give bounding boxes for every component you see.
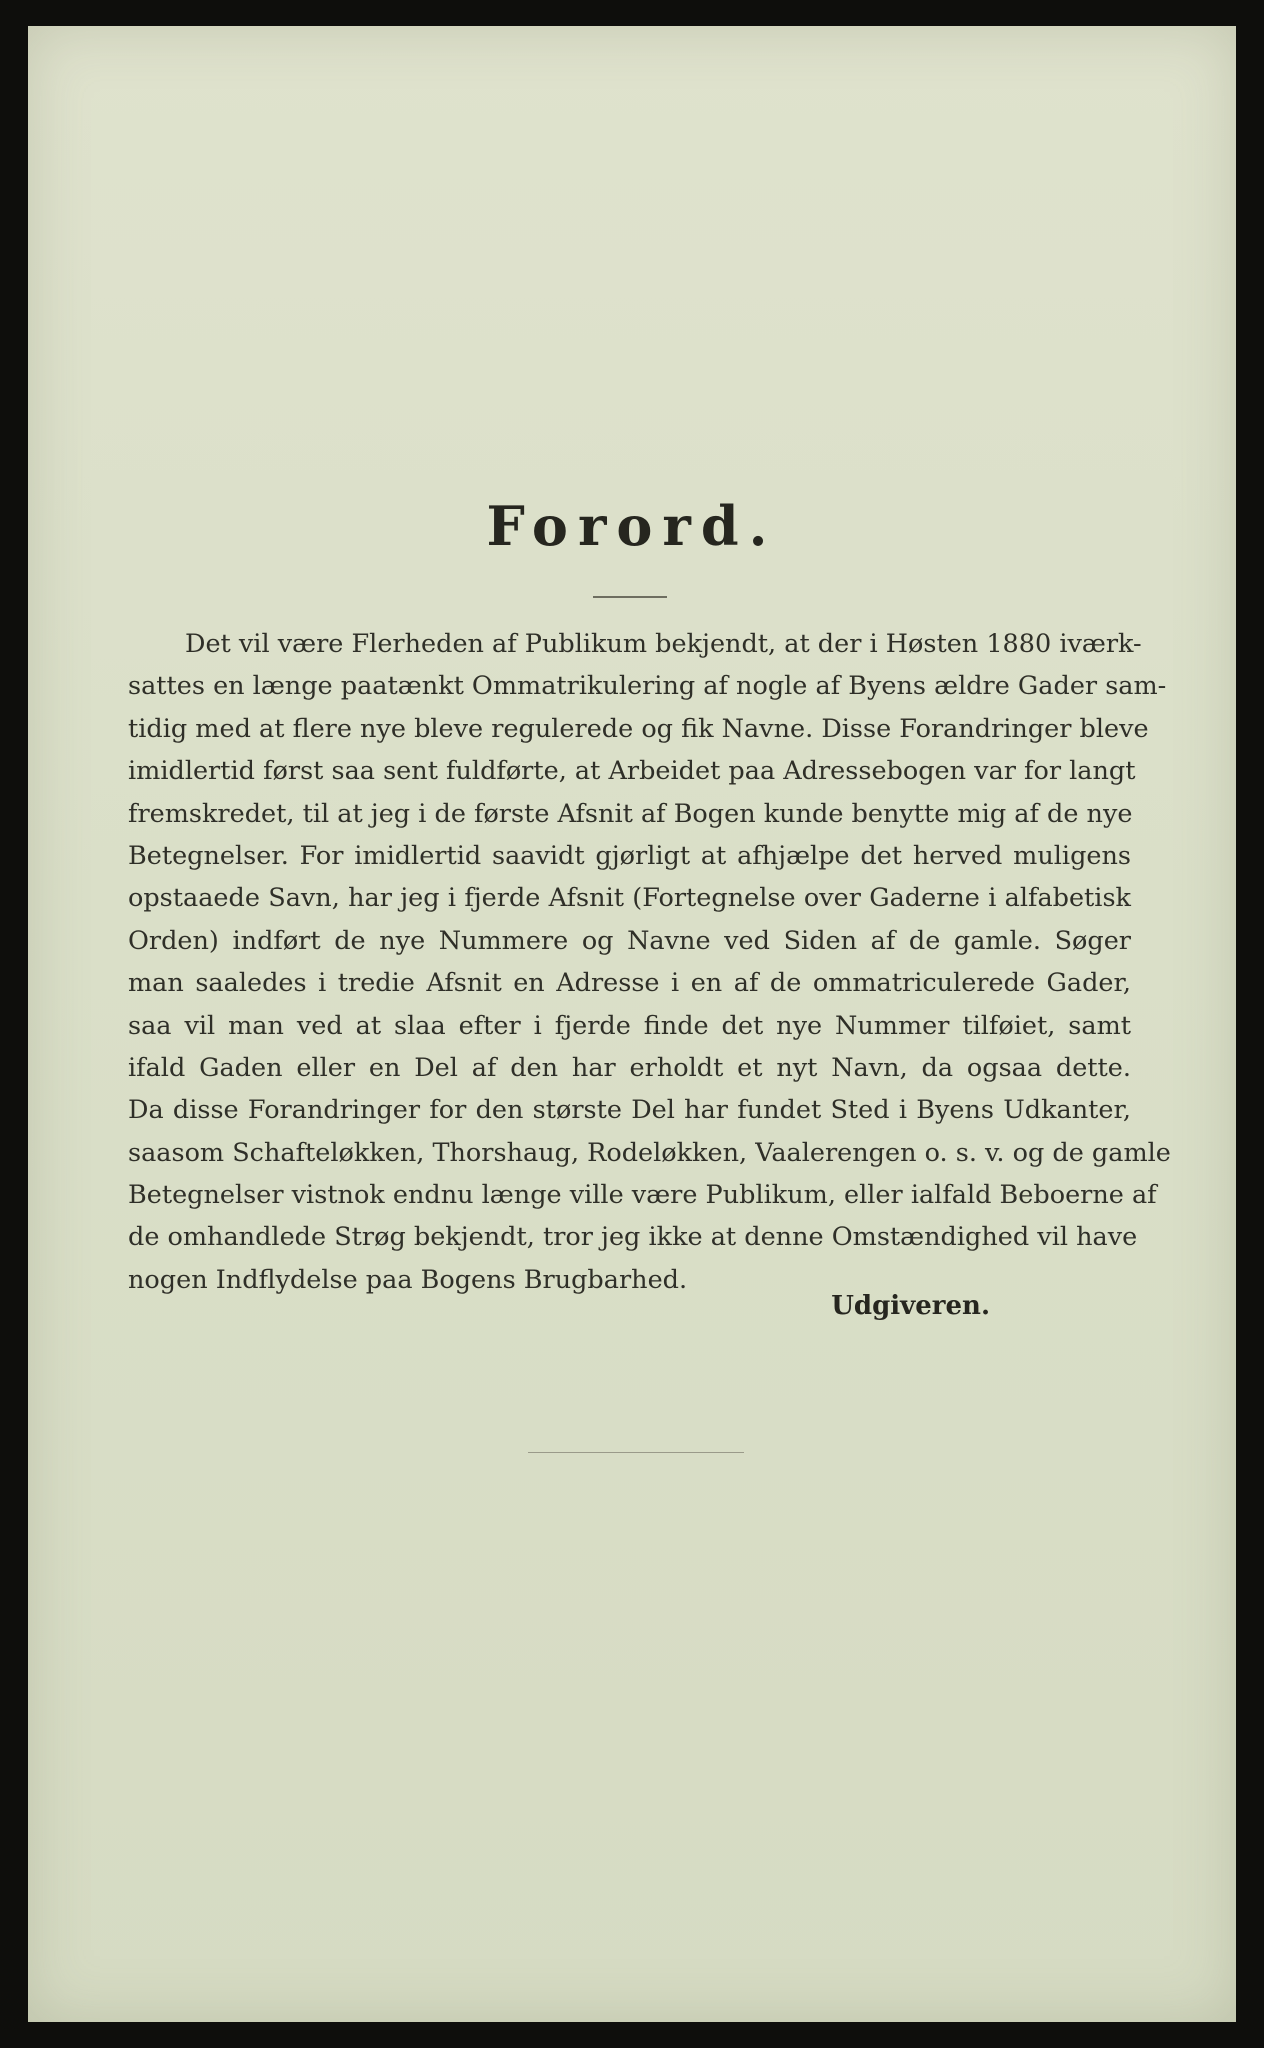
page-title: Forord. bbox=[486, 494, 778, 558]
text-line: saa vil man ved at slaa efter i fjerde finde det nye Nummer tilføiet, samt bbox=[128, 1010, 1131, 1041]
text-line: Betegnelser. For imidlertid saavidt gjørligt at afhjælpe det herved muligens bbox=[128, 840, 1131, 871]
signature: Udgiveren. bbox=[831, 1291, 990, 1321]
text-line: tidig med at flere nye bleve regulerede og fik Navne. Disse Forandringer bleve bbox=[128, 713, 1149, 744]
text-line: fremskredet, til at jeg i de første Afsnit af Bogen kunde benytte mig af de nye bbox=[128, 798, 1133, 829]
text-line: opstaaede Savn, har jeg i fjerde Afsnit (Fortegnelse over Gaderne i alfabetisk bbox=[128, 883, 1131, 914]
title-divider bbox=[593, 596, 667, 598]
text-line: Da disse Forandringer for den største Del har fundet Sted i Byens Udkanter, bbox=[128, 1095, 1131, 1126]
text-line: saasom Schafteløkken, Thorshaug, Rodeløkken, Vaalerengen o. s. v. og de gamle bbox=[128, 1137, 1171, 1168]
text-line: man saaledes i tredie Afsnit en Adresse i en af de ommatriculerede Gader, bbox=[128, 968, 1131, 999]
text-line: Betegnelser vistnok endnu længe ville være Publikum, eller ialfald Beboerne af bbox=[128, 1180, 1157, 1211]
text-line: ifald Gaden eller en Del af den har erholdt et nyt Navn, da ogsaa dette. bbox=[128, 1052, 1131, 1083]
document-page bbox=[28, 26, 1236, 2022]
text-line: nogen Indflydelse paa Bogens Brugbarhed. bbox=[128, 1264, 688, 1295]
text-line: Det vil være Flerheden af Publikum bekjendt, at der i Høsten 1880 iværk- bbox=[185, 629, 1142, 659]
text-line: imidlertid først saa sent fuldførte, at Arbeidet paa Adressebogen var for langt bbox=[128, 756, 1136, 787]
text-line: Orden) indført de nye Nummere og Navne ved Siden af de gamle. Søger bbox=[128, 925, 1131, 956]
preface-paragraph bbox=[128, 623, 1171, 1301]
text-line: sattes en længe paatænkt Ommatrikulering af nogle af Byens ældre Gader sam- bbox=[128, 671, 1167, 702]
text-line: de omhandlede Strøg bekjendt, tror jeg ikke at denne Omstændighed vil have bbox=[128, 1222, 1138, 1253]
footer-divider bbox=[528, 1452, 744, 1453]
